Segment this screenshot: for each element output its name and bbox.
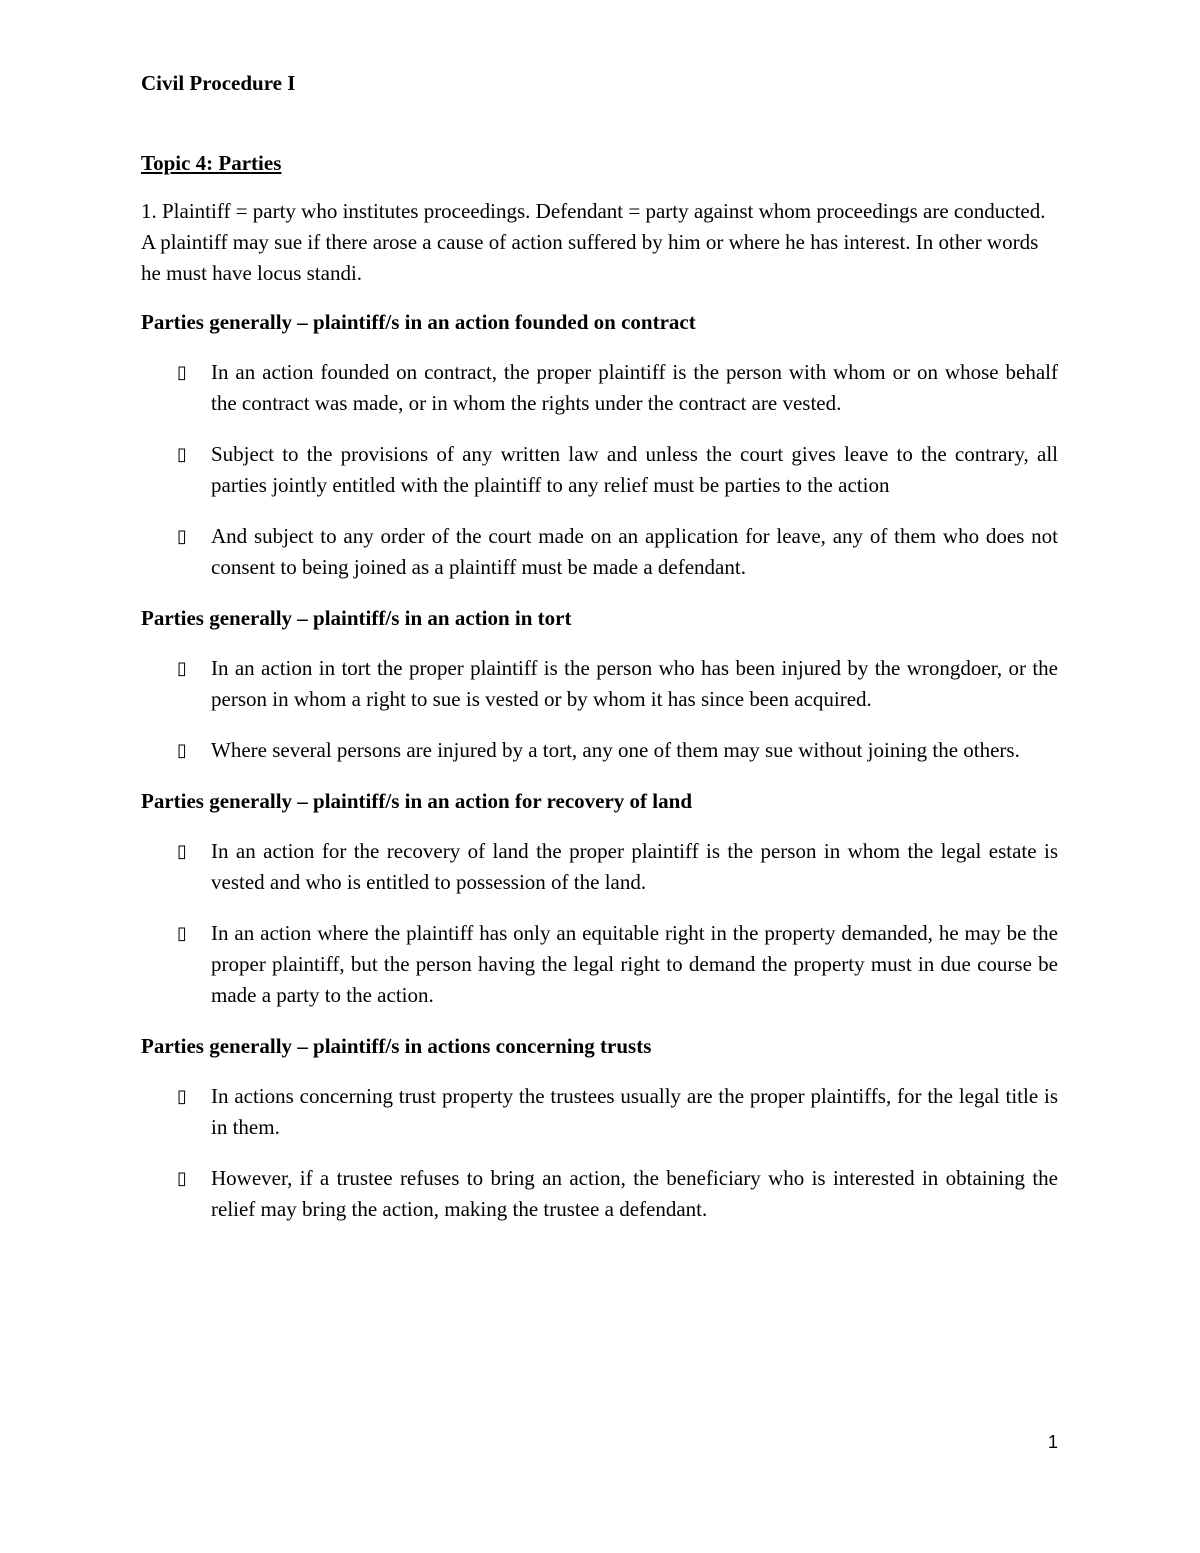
bullet-icon: ▯ bbox=[177, 444, 187, 465]
bullet-icon: ▯ bbox=[177, 923, 187, 944]
list-item-text: Subject to the provisions of any written law and unless the court gives leave to the contrary, all parties jointly entitled with the plaintiff to any relief must be parties to the action bbox=[211, 442, 1058, 497]
bullet-icon: ▯ bbox=[177, 1168, 187, 1189]
bullet-list bbox=[141, 357, 1058, 583]
intro-paragraph: 1. Plaintiff = party who institutes proceedings. Defendant = party against whom proceedings are conducted. A plaintiff may sue if there arose a cause of action suffered by him or where he has interest. In other words he must have locus standi. bbox=[141, 199, 1046, 285]
list-item bbox=[141, 836, 1058, 898]
list-item-text: In an action for the recovery of land the proper plaintiff is the person in whom the legal estate is vested and who is entitled to possession of the land. bbox=[211, 839, 1058, 894]
section-heading: Parties generally – plaintiff/s in an action founded on contract bbox=[141, 310, 696, 334]
document-title: Civil Procedure I bbox=[141, 71, 296, 95]
list-item-text: In an action where the plaintiff has only an equitable right in the property demanded, he may be the proper plaintiff, but the person having the legal right to demand the property must in due course be made a party to the action. bbox=[211, 921, 1058, 1007]
bullet-icon: ▯ bbox=[177, 740, 187, 761]
bullet-list bbox=[141, 836, 1058, 1011]
list-item bbox=[141, 918, 1058, 1011]
bullet-icon: ▯ bbox=[177, 526, 187, 547]
list-item bbox=[141, 735, 1058, 766]
section-heading: Parties generally – plaintiff/s in actions concerning trusts bbox=[141, 1034, 652, 1058]
bullet-icon: ▯ bbox=[177, 1086, 187, 1107]
list-item bbox=[141, 653, 1058, 715]
sections-container bbox=[141, 307, 1058, 1225]
list-item-text: However, if a trustee refuses to bring an action, the beneficiary who is interested in obtaining the relief may bring the action, making the trustee a defendant. bbox=[211, 1166, 1058, 1221]
list-item bbox=[141, 1163, 1058, 1225]
bullet-icon: ▯ bbox=[177, 841, 187, 862]
list-item-text: Where several persons are injured by a tort, any one of them may sue without joining the others. bbox=[211, 738, 1020, 762]
list-item-text: In an action founded on contract, the proper plaintiff is the person with whom or on whose behalf the contract was made, or in whom the rights under the contract are vested. bbox=[211, 360, 1058, 415]
list-item bbox=[141, 1081, 1058, 1143]
section-heading: Parties generally – plaintiff/s in an action in tort bbox=[141, 606, 572, 630]
list-item bbox=[141, 439, 1058, 501]
list-item bbox=[141, 357, 1058, 419]
list-item-text: And subject to any order of the court made on an application for leave, any of them who does not consent to being joined as a plaintiff must be made a defendant. bbox=[211, 524, 1058, 579]
list-item-text: In actions concerning trust property the trustees usually are the proper plaintiffs, for the legal title is in them. bbox=[211, 1084, 1058, 1139]
section-heading: Parties generally – plaintiff/s in an action for recovery of land bbox=[141, 789, 692, 813]
bullet-icon: ▯ bbox=[177, 658, 187, 679]
list-item-text: In an action in tort the proper plaintiff is the person who has been injured by the wrongdoer, or the person in whom a right to sue is vested or by whom it has since been acquired. bbox=[211, 656, 1058, 711]
page-number: 1 bbox=[1047, 1432, 1058, 1452]
topic-title: Topic 4: Parties bbox=[141, 151, 282, 175]
bullet-icon: ▯ bbox=[177, 362, 187, 383]
bullet-list bbox=[141, 1081, 1058, 1225]
bullet-list bbox=[141, 653, 1058, 766]
list-item bbox=[141, 521, 1058, 583]
document-page bbox=[141, 68, 1058, 1245]
